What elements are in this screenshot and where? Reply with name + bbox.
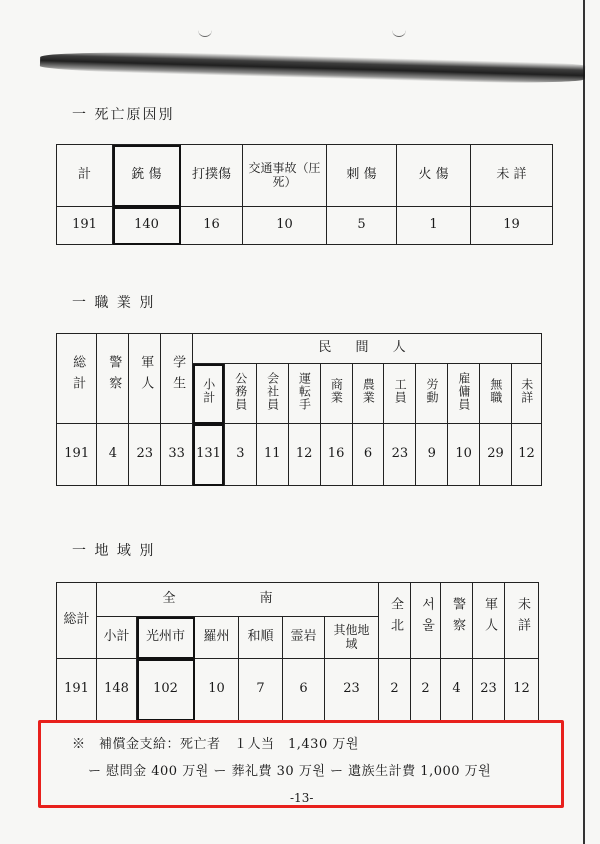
occ-civilian-sub: 小計 [201, 378, 216, 405]
occ-total-label: 総計 [70, 355, 86, 398]
occ-value: 11 [256, 424, 288, 486]
reg-value: 2 [411, 659, 441, 721]
heading-cause: 一 死亡原因別 [72, 107, 175, 123]
annotation-highlight-box [38, 720, 564, 808]
occ-value: 6 [352, 424, 384, 486]
occ-value: 29 [480, 424, 512, 486]
occ-student-label: 学生 [170, 355, 186, 398]
reg-unknown-label: 未詳 [514, 597, 530, 640]
occ-civilian-sub: 農業 [361, 378, 376, 405]
occ-civilian-sub: 会社員 [265, 371, 280, 411]
reg-military-label: 軍人 [481, 597, 497, 640]
cause-header: 交通事故（圧死） [243, 145, 327, 207]
cause-value: 19 [471, 207, 553, 245]
compensation-note-line2: ー 慰問金 400 万원 ー 葬礼費 30 万원 ー 遺族生計費 1,000 万원 [88, 764, 492, 779]
reg-jeonnam-sub: 小計 [97, 617, 137, 659]
reg-value: 4 [441, 659, 473, 721]
occ-police-label: 警察 [106, 355, 122, 398]
occ-military-label: 軍人 [138, 355, 154, 398]
occupation-table [56, 333, 542, 486]
reg-value: 7 [239, 659, 283, 721]
reg-seoul-label: 서울 [418, 597, 434, 640]
occ-value: 16 [320, 424, 352, 486]
occ-value: 4 [97, 424, 129, 486]
cause-value: 5 [327, 207, 397, 245]
reg-value: 23 [473, 659, 505, 721]
reg-jeonnam-label: 全 南 [97, 583, 379, 617]
occ-civilian-sub: 無職 [488, 378, 503, 405]
reg-jeonnam-sub: 羅州 [195, 617, 239, 659]
cause-header: 銃 傷 [113, 145, 181, 207]
reg-value: 12 [505, 659, 539, 721]
reg-jeonnam-sub: 光州市 [137, 617, 195, 659]
cause-header: 火 傷 [397, 145, 471, 207]
reg-police-label: 警察 [449, 597, 465, 640]
occ-value: 23 [129, 424, 161, 486]
region-table [56, 582, 539, 721]
cause-table [56, 144, 553, 245]
cause-value: 191 [57, 207, 113, 245]
occ-civilian-sub: 運転手 [297, 371, 312, 411]
cause-header: 打撲傷 [181, 145, 243, 207]
occ-civilian-sub: 工員 [393, 378, 408, 405]
page-edge [583, 0, 585, 844]
heading-occupation: 一 職 業 別 [72, 295, 156, 311]
occ-value: 191 [57, 424, 97, 486]
cause-value: 140 [113, 207, 181, 245]
reg-total-label: 総計 [57, 583, 97, 659]
punch-hole [198, 28, 212, 37]
page-number: -13- [290, 791, 314, 805]
cause-header: 未 詳 [471, 145, 553, 207]
occ-civilian-sub: 商業 [329, 378, 344, 405]
occ-civilian-sub: 労動 [425, 378, 440, 405]
compensation-note-line1: ※ 補償金支給：死亡者 １人当 1,430 万원 [72, 737, 359, 752]
heading-region: 一 地 域 別 [72, 543, 156, 559]
reg-value: 191 [57, 659, 97, 721]
occ-civilian-label: 民 間 人 [193, 334, 542, 364]
reg-value: 6 [283, 659, 325, 721]
occ-value: 33 [161, 424, 193, 486]
reg-jeonnam-sub: 霊岩 [283, 617, 325, 659]
cause-value: 10 [243, 207, 327, 245]
reg-value: 2 [379, 659, 411, 721]
occ-value: 23 [384, 424, 416, 486]
reg-jeonnam-sub: 和順 [239, 617, 283, 659]
occ-value: 3 [224, 424, 256, 486]
scan-smear [40, 48, 585, 85]
occ-value: 12 [511, 424, 541, 486]
punch-hole [392, 28, 406, 37]
occ-value: 12 [288, 424, 320, 486]
reg-jeonbuk-label: 全北 [387, 597, 403, 640]
occ-value: 10 [448, 424, 480, 486]
reg-value: 102 [137, 659, 195, 721]
occ-value: 131 [193, 424, 225, 486]
cause-header: 刺 傷 [327, 145, 397, 207]
reg-value: 10 [195, 659, 239, 721]
occ-civilian-sub: 未詳 [519, 378, 534, 405]
cause-value: 1 [397, 207, 471, 245]
cause-value: 16 [181, 207, 243, 245]
cause-header: 計 [57, 145, 113, 207]
occ-civilian-sub: 雇傭員 [456, 371, 471, 411]
reg-value: 23 [325, 659, 379, 721]
occ-civilian-sub: 公務員 [233, 371, 248, 411]
reg-jeonnam-sub: 其他地域 [325, 617, 379, 659]
occ-value: 9 [416, 424, 448, 486]
reg-value: 148 [97, 659, 137, 721]
